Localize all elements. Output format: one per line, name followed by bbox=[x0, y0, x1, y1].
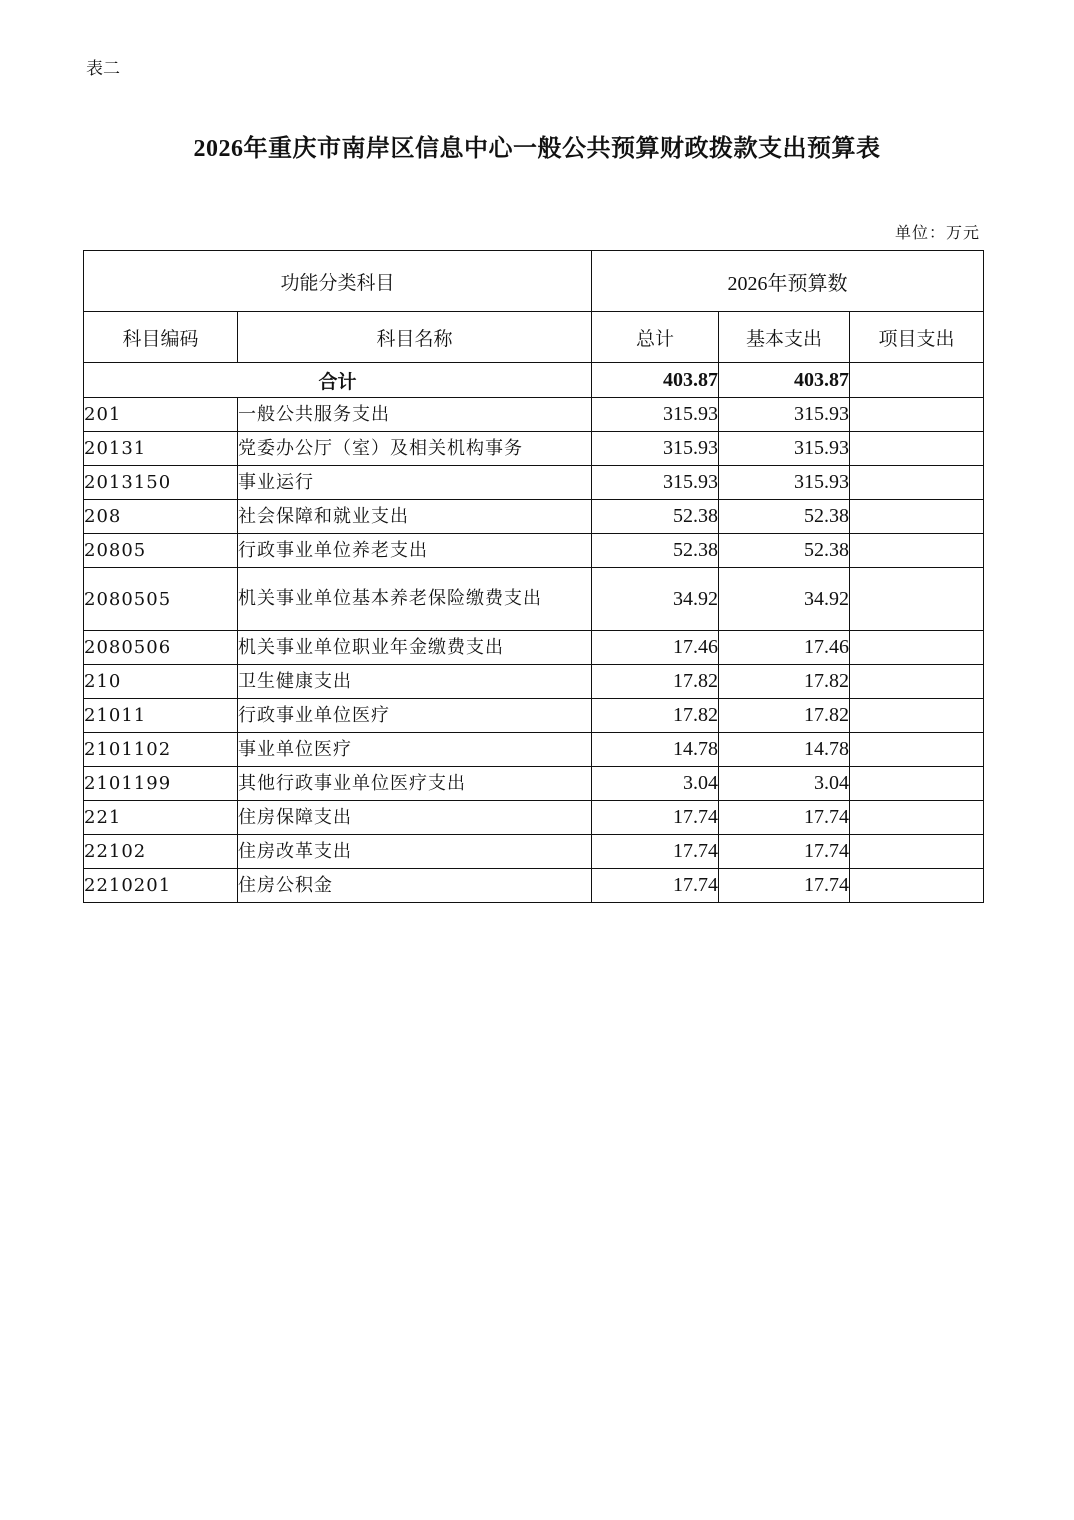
row-total: 17.74 bbox=[592, 801, 719, 835]
row-code: 2013150 bbox=[84, 466, 238, 500]
row-total: 17.82 bbox=[592, 665, 719, 699]
name-column-header: 科目名称 bbox=[238, 312, 592, 363]
row-basic: 17.74 bbox=[719, 801, 850, 835]
row-name: 住房保障支出 bbox=[238, 801, 592, 835]
row-basic: 17.46 bbox=[719, 631, 850, 665]
project-column-header: 项目支出 bbox=[850, 312, 984, 363]
row-name: 机关事业单位职业年金缴费支出 bbox=[238, 631, 592, 665]
budget-year-header: 2026年预算数 bbox=[592, 251, 984, 312]
row-total: 52.38 bbox=[592, 500, 719, 534]
table-row bbox=[84, 801, 984, 835]
total-project bbox=[850, 363, 984, 398]
row-total: 52.38 bbox=[592, 534, 719, 568]
header-row-columns bbox=[84, 312, 984, 363]
row-code: 201 bbox=[84, 398, 238, 432]
row-basic: 3.04 bbox=[719, 767, 850, 801]
row-project bbox=[850, 466, 984, 500]
row-code: 208 bbox=[84, 500, 238, 534]
row-project bbox=[850, 631, 984, 665]
row-total: 17.46 bbox=[592, 631, 719, 665]
row-basic: 315.93 bbox=[719, 466, 850, 500]
table-row bbox=[84, 665, 984, 699]
total-basic: 403.87 bbox=[719, 363, 850, 398]
row-name: 社会保障和就业支出 bbox=[238, 500, 592, 534]
row-name: 住房公积金 bbox=[238, 869, 592, 903]
table-row bbox=[84, 534, 984, 568]
row-code: 20131 bbox=[84, 432, 238, 466]
row-project bbox=[850, 398, 984, 432]
row-total: 315.93 bbox=[592, 398, 719, 432]
row-code: 221 bbox=[84, 801, 238, 835]
code-column-header: 科目编码 bbox=[84, 312, 238, 363]
row-project bbox=[850, 733, 984, 767]
row-code: 210 bbox=[84, 665, 238, 699]
row-project bbox=[850, 432, 984, 466]
table-row bbox=[84, 869, 984, 903]
row-name: 一般公共服务支出 bbox=[238, 398, 592, 432]
row-project bbox=[850, 835, 984, 869]
row-basic: 34.92 bbox=[719, 568, 850, 631]
row-total: 17.74 bbox=[592, 835, 719, 869]
row-name: 事业运行 bbox=[238, 466, 592, 500]
row-total: 34.92 bbox=[592, 568, 719, 631]
row-project bbox=[850, 500, 984, 534]
row-basic: 17.74 bbox=[719, 835, 850, 869]
row-basic: 17.82 bbox=[719, 665, 850, 699]
table-row bbox=[84, 432, 984, 466]
functional-category-header: 功能分类科目 bbox=[84, 251, 592, 312]
table-row bbox=[84, 835, 984, 869]
row-total: 17.82 bbox=[592, 699, 719, 733]
table-row bbox=[84, 568, 984, 631]
row-project bbox=[850, 801, 984, 835]
row-code: 2101102 bbox=[84, 733, 238, 767]
row-project bbox=[850, 665, 984, 699]
row-basic: 315.93 bbox=[719, 432, 850, 466]
row-total: 14.78 bbox=[592, 733, 719, 767]
row-project bbox=[850, 568, 984, 631]
row-name: 党委办公厅（室）及相关机构事务 bbox=[238, 432, 592, 466]
total-amount: 403.87 bbox=[592, 363, 719, 398]
row-project bbox=[850, 534, 984, 568]
row-basic: 315.93 bbox=[719, 398, 850, 432]
row-name: 行政事业单位医疗 bbox=[238, 699, 592, 733]
row-name: 住房改革支出 bbox=[238, 835, 592, 869]
header-row-group bbox=[84, 251, 984, 312]
row-total: 315.93 bbox=[592, 432, 719, 466]
row-basic: 17.74 bbox=[719, 869, 850, 903]
table-row bbox=[84, 699, 984, 733]
row-basic: 52.38 bbox=[719, 500, 850, 534]
row-name: 行政事业单位养老支出 bbox=[238, 534, 592, 568]
table-row bbox=[84, 767, 984, 801]
row-basic: 14.78 bbox=[719, 733, 850, 767]
row-total: 17.74 bbox=[592, 869, 719, 903]
row-code: 2101199 bbox=[84, 767, 238, 801]
row-total: 3.04 bbox=[592, 767, 719, 801]
basic-column-header: 基本支出 bbox=[719, 312, 850, 363]
row-name: 其他行政事业单位医疗支出 bbox=[238, 767, 592, 801]
table-row bbox=[84, 631, 984, 665]
row-basic: 52.38 bbox=[719, 534, 850, 568]
row-name: 事业单位医疗 bbox=[238, 733, 592, 767]
page-title: 2026年重庆市南岸区信息中心一般公共预算财政拨款支出预算表 bbox=[193, 136, 881, 162]
table-row bbox=[84, 500, 984, 534]
row-code: 20805 bbox=[84, 534, 238, 568]
table-row bbox=[84, 733, 984, 767]
table-row bbox=[84, 398, 984, 432]
row-name: 卫生健康支出 bbox=[238, 665, 592, 699]
row-total: 315.93 bbox=[592, 466, 719, 500]
row-project bbox=[850, 699, 984, 733]
total-row bbox=[84, 363, 984, 398]
row-code: 2210201 bbox=[84, 869, 238, 903]
total-label: 合计 bbox=[84, 363, 592, 398]
total-column-header: 总计 bbox=[592, 312, 719, 363]
row-code: 2080505 bbox=[84, 568, 238, 631]
row-name: 机关事业单位基本养老保险缴费支出 bbox=[238, 568, 592, 631]
unit-label: 单位：万元 bbox=[894, 223, 980, 242]
row-code: 22102 bbox=[84, 835, 238, 869]
row-project bbox=[850, 767, 984, 801]
table-label: 表二 bbox=[86, 59, 120, 79]
budget-table bbox=[83, 250, 984, 903]
row-code: 21011 bbox=[84, 699, 238, 733]
row-code: 2080506 bbox=[84, 631, 238, 665]
row-basic: 17.82 bbox=[719, 699, 850, 733]
row-project bbox=[850, 869, 984, 903]
table-row bbox=[84, 466, 984, 500]
